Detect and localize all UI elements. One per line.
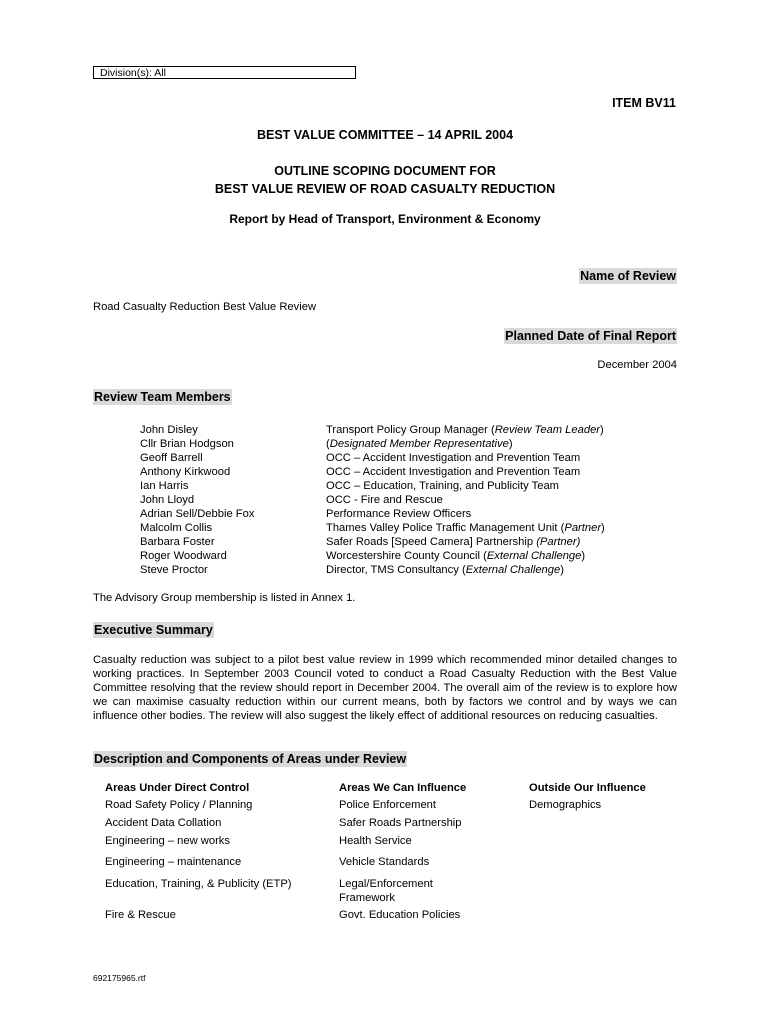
team-row xyxy=(140,549,680,563)
item-number: ITEM BV11 xyxy=(612,96,676,110)
team-member-name: Ian Harris xyxy=(140,480,189,492)
team-member-role: (Designated Member Representative) xyxy=(326,438,513,450)
team-member-name: Cllr Brian Hodgson xyxy=(140,438,234,450)
areas-cell: Police Enforcement xyxy=(339,799,437,811)
team-member-name: Barbara Foster xyxy=(140,536,215,548)
areas-cell: Education, Training, & Publicity (ETP) xyxy=(105,878,292,890)
areas-cell: Engineering – maintenance xyxy=(105,856,242,868)
team-member-role: Performance Review Officers xyxy=(326,508,472,520)
areas-cell: Demographics xyxy=(529,799,602,811)
team-row xyxy=(140,507,680,521)
report-by: Report by Head of Transport, Environment & Economy xyxy=(229,212,541,226)
team-member-name: Malcolm Collis xyxy=(140,522,213,534)
name-of-review-text: Road Casualty Reduction Best Value Review xyxy=(93,301,317,313)
areas-column-influence xyxy=(339,780,514,921)
team-member-role: Worcestershire County Council (External Challenge) xyxy=(326,550,586,562)
executive-summary-text: Casualty reduction was subject to a pilot best value review in 1999 which recommended minor detailed changes to working practices. In September 2003 Council voted to conduct a Road Casualty Reduction with the Best Value Committee resolving that the review should report in December 2004. The overall aim of the review is to explore how we can maximise casualty reduction within our current means, both by factors we control and by ways we can influence other bodies. The review will also suggest the likely effect of additional resources on reducing casualties. xyxy=(93,654,677,722)
team-row xyxy=(140,493,680,507)
team-member-name: John Lloyd xyxy=(140,494,195,506)
areas-cell: Engineering – new works xyxy=(105,835,230,847)
team-member-name: Adrian Sell/Debbie Fox xyxy=(140,508,255,520)
planned-date-heading-text: Planned Date of Final Report xyxy=(505,329,676,343)
team-member-role: OCC – Accident Investigation and Prevention Team xyxy=(326,452,581,464)
team-member-name: Geoff Barrell xyxy=(140,452,203,464)
planned-date-text: December 2004 xyxy=(597,359,677,371)
document-title xyxy=(93,162,677,198)
team-row xyxy=(140,437,680,451)
areas-cell: Health Service xyxy=(339,835,412,847)
areas-heading-text: Description and Components of Areas under Review xyxy=(94,752,407,766)
advisory-note: The Advisory Group membership is listed in Annex 1. xyxy=(93,592,356,604)
team-heading xyxy=(93,390,232,404)
team-member-role: Thames Valley Police Traffic Management Unit (Partner) xyxy=(326,522,605,534)
areas-column-header: Areas Under Direct Control xyxy=(105,782,250,794)
team-row xyxy=(140,521,680,535)
areas-cell: Accident Data Collation xyxy=(105,817,222,829)
areas-cell: Fire & Rescue xyxy=(105,909,176,921)
areas-cell: Road Safety Policy / Planning xyxy=(105,799,253,811)
team-row xyxy=(140,563,680,577)
team-member-role: OCC – Education, Training, and Publicity Team xyxy=(326,480,559,492)
executive-heading-text: Executive Summary xyxy=(94,623,213,637)
areas-column-header: Areas We Can Influence xyxy=(339,782,467,794)
name-of-review-heading-text: Name of Review xyxy=(580,269,676,283)
team-member-name: Anthony Kirkwood xyxy=(140,466,231,478)
areas-cell: Legal/Enforcement Framework xyxy=(339,878,433,904)
team-row xyxy=(140,535,680,549)
team-row xyxy=(140,451,680,465)
team-list xyxy=(140,423,680,577)
team-member-name: Roger Woodward xyxy=(140,550,227,562)
committee-title: BEST VALUE COMMITTEE – 14 APRIL 2004 xyxy=(256,128,514,142)
team-row xyxy=(140,423,680,437)
areas-cell: Safer Roads Partnership xyxy=(339,817,462,829)
team-member-name: John Disley xyxy=(140,424,198,436)
areas-cell: Govt. Education Policies xyxy=(339,909,461,921)
team-member-role: OCC – Accident Investigation and Prevention Team xyxy=(326,466,581,478)
team-row xyxy=(140,465,680,479)
executive-heading xyxy=(93,623,214,637)
team-row xyxy=(140,479,680,493)
team-member-role: OCC - Fire and Rescue xyxy=(326,494,443,506)
team-member-name: Steve Proctor xyxy=(140,564,208,576)
planned-date-heading xyxy=(504,329,677,343)
areas-heading xyxy=(93,752,407,766)
division-box: Division(s): All xyxy=(93,66,356,79)
team-member-role: Director, TMS Consultancy (External Challenge) xyxy=(326,564,564,576)
document-title-line-2: BEST VALUE REVIEW OF ROAD CASUALTY REDUCTION xyxy=(214,182,556,196)
name-of-review-heading xyxy=(579,269,677,283)
team-heading-text: Review Team Members xyxy=(94,390,231,404)
document-title-line-1: OUTLINE SCOPING DOCUMENT FOR xyxy=(274,164,496,178)
areas-column-outside xyxy=(529,780,679,811)
areas-cell: Vehicle Standards xyxy=(339,856,430,868)
team-member-role: Safer Roads [Speed Camera] Partnership (Partner) xyxy=(326,536,581,548)
footer-filename: 692175965.rtf xyxy=(93,973,146,983)
areas-column-direct-control xyxy=(105,780,335,921)
team-member-role: Transport Policy Group Manager (Review Team Leader) xyxy=(326,424,604,436)
areas-column-header: Outside Our Influence xyxy=(529,782,646,794)
